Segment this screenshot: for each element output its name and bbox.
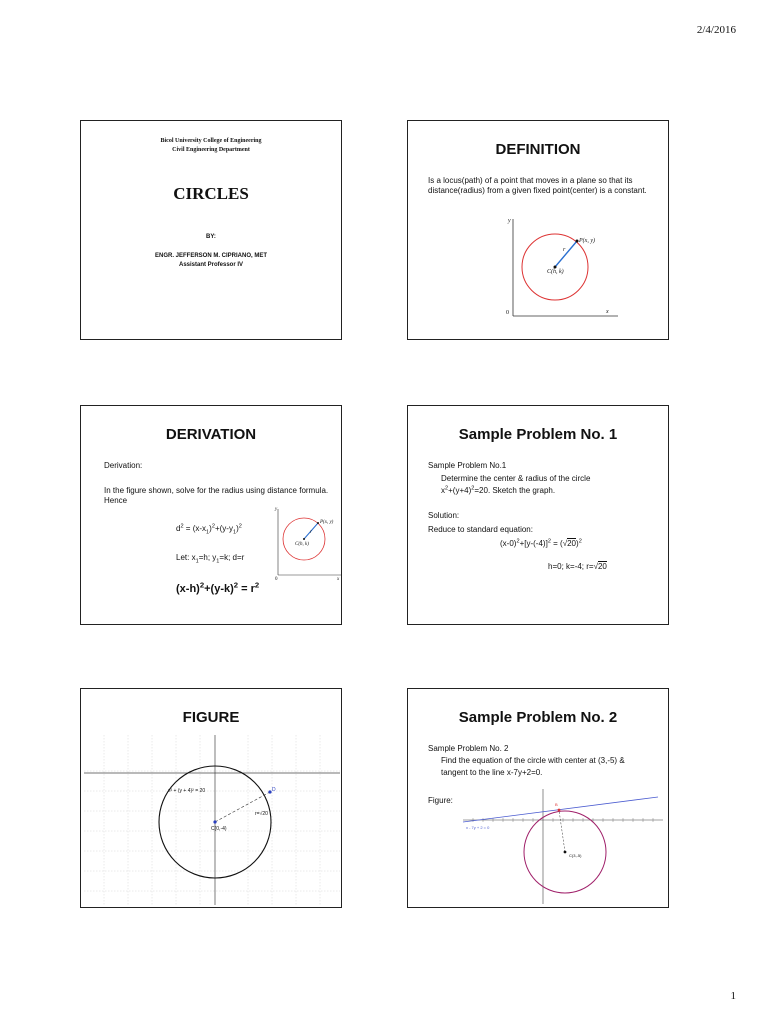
center-radius-values: h=0; k=-4; r=√20 (548, 562, 607, 571)
center-label: C(0,-4) (211, 826, 227, 832)
point-label: P(x, y) (320, 520, 334, 525)
center-label: C(3,-5) (569, 853, 582, 858)
x-axis-label: x (606, 309, 609, 315)
author-name: ENGR. JEFFERSON M. CIPRIANO, MET (154, 253, 267, 259)
slide-title: FIGURE (182, 709, 240, 726)
slide-title-card (80, 120, 342, 340)
circle-graph (84, 735, 340, 905)
slide-derivation (80, 405, 342, 625)
page-date: 2/4/2016 (696, 24, 736, 36)
slide-definition (407, 120, 669, 340)
derivation-label: Derivation: (104, 461, 143, 470)
slide-title: Sample Problem No. 2 (458, 709, 618, 726)
slide-title: CIRCLES (173, 184, 249, 203)
problem-line-1: Find the equation of the circle with center at (3,-5) & (441, 756, 625, 765)
origin-label: 0 (275, 577, 278, 582)
problem-line-2: $x^2+(y+4)^2=20$. Sketch the graph. (441, 485, 556, 495)
y-axis-label: y (275, 507, 278, 512)
page-number: 1 (730, 990, 736, 1002)
tangent-line-label: x - 7y + 2 = 0 (466, 825, 490, 830)
problem-label: Sample Problem No.1 (428, 461, 507, 470)
circle-equation: $(x-h)^2+(y-k)^2 = r^2$ (176, 580, 260, 595)
problem-line-1: Determine the center & radius of the circle (441, 474, 591, 483)
center-label: C(h, k) (547, 269, 564, 275)
author-position: Assistant Professor IV (178, 262, 244, 268)
slide-title: DEFINITION (495, 141, 581, 158)
figure-label: Figure: (428, 796, 453, 805)
slide-title: Sample Problem No. 1 (458, 426, 618, 443)
distance-formula: $d^2 = (x-x_1)^2+(y-y_1)^2$ (176, 523, 242, 536)
point-label: P(x, y) (579, 238, 595, 244)
slide-title: DERIVATION (165, 426, 257, 443)
substitution: Let: $x_1=h$; $y_1=k$; d=r (176, 553, 245, 565)
point-label: B (555, 802, 558, 807)
point-label: D (272, 787, 276, 793)
definition-text: Is a locus(path) of a point that moves in a plane so that its distance(radius) from a given fixed point(center) is a constant. (428, 176, 647, 195)
radius-label: r (563, 247, 566, 253)
origin-label: 0 (506, 310, 509, 316)
slide-figure (80, 688, 342, 908)
problem-line-2: tangent to the line x-7y+2=0. (441, 768, 543, 777)
problem-label: Sample Problem No. 2 (428, 744, 509, 753)
y-axis-label: y (508, 218, 511, 224)
radius-label: r (310, 530, 312, 535)
solution-label: Solution: (428, 511, 460, 520)
by-label: BY: (206, 234, 216, 240)
institution: Bicol University College of Engineering (160, 138, 262, 144)
radius-label: r=√20 (255, 811, 268, 817)
slide-sample-problem-1 (407, 405, 669, 625)
standard-equation: $(x-0)^2+[y-(-4)]^2 = (√20)^2$ (500, 538, 582, 548)
reduce-label: Reduce to standard equation: (428, 525, 533, 534)
slide-sample-problem-2 (407, 688, 669, 908)
x-axis-label: x (337, 577, 340, 582)
center-label: C(h, k) (295, 542, 309, 547)
equation-label: x² + (y + 4)² = 20 (168, 788, 206, 794)
department: Civil Engineering Department (172, 147, 250, 153)
derivation-intro: In the figure shown, solve for the radius using distance formula. Hence (104, 486, 329, 505)
tangent-circle-graph (463, 789, 663, 904)
